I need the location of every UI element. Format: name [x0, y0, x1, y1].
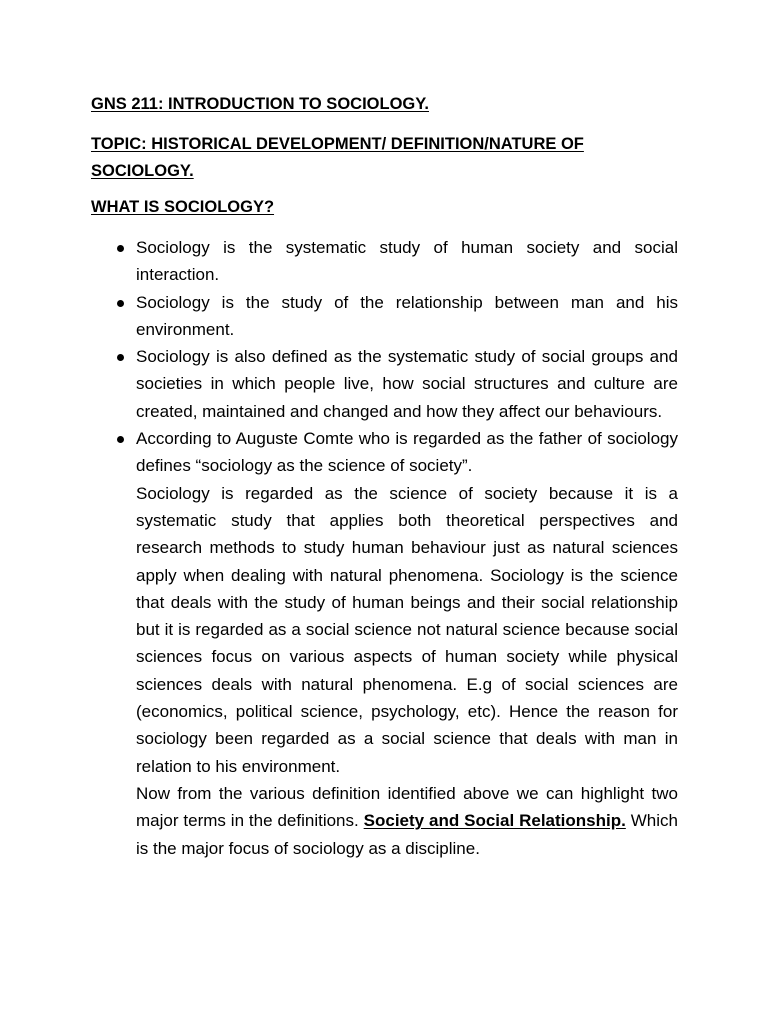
course-title: GNS 211: INTRODUCTION TO SOCIOLOGY.: [91, 95, 429, 113]
bullet-icon: [117, 436, 124, 443]
list-item-text: Sociology is the systematic study of human society and social interaction.: [136, 238, 678, 285]
list-item: [136, 234, 678, 289]
definition-list: [136, 234, 678, 862]
key-terms-emphasis: Society and Social Relationship.: [363, 811, 626, 831]
topic-heading: TOPIC: HISTORICAL DEVELOPMENT/ DEFINITION/NATURE OF SOCIOLOGY.: [91, 135, 584, 180]
list-item: [136, 343, 678, 425]
bullet-icon: [117, 300, 124, 307]
list-item-text: According to Auguste Comte who is regarded as the father of sociology defines “sociology as the science of society”.: [136, 429, 678, 476]
list-item: [136, 289, 678, 344]
bullet-icon: [117, 245, 124, 252]
list-item: [136, 425, 678, 862]
list-item-text: Sociology is the study of the relationship between man and his environment.: [136, 292, 678, 339]
summary-paragraph: [136, 780, 678, 862]
section-heading: WHAT IS SOCIOLOGY?: [91, 198, 275, 216]
summary-lead-text: Now from the various definition identified above we can highlight two major terms in the definitions.: [136, 783, 678, 831]
science-of-society-paragraph: Sociology is regarded as the science of society because it is a systematic study that applies both theoretical perspectives and research methods to study human behaviour just as natural sciences apply when dealing with natural phenomena. Sociology is the science that deals with the study of human beings and their social relationship but it is regarded as a social science not natural science because social sciences focus on various aspects of human society while physical sciences deals with natural phenomena. E.g of social sciences are (economics, political science, psychology, etc). Hence the reason for sociology been regarded as a social science that deals with man in relation to his environment.: [136, 483, 678, 776]
bullet-icon: [117, 354, 124, 361]
summary-tail-text: Which is the major focus of sociology as a discipline.: [136, 811, 678, 858]
list-item-text: Sociology is also defined as the systematic study of social groups and societies in which people live, how social structures and culture are created, maintained and changed and how they affect our behaviours.: [136, 347, 678, 421]
